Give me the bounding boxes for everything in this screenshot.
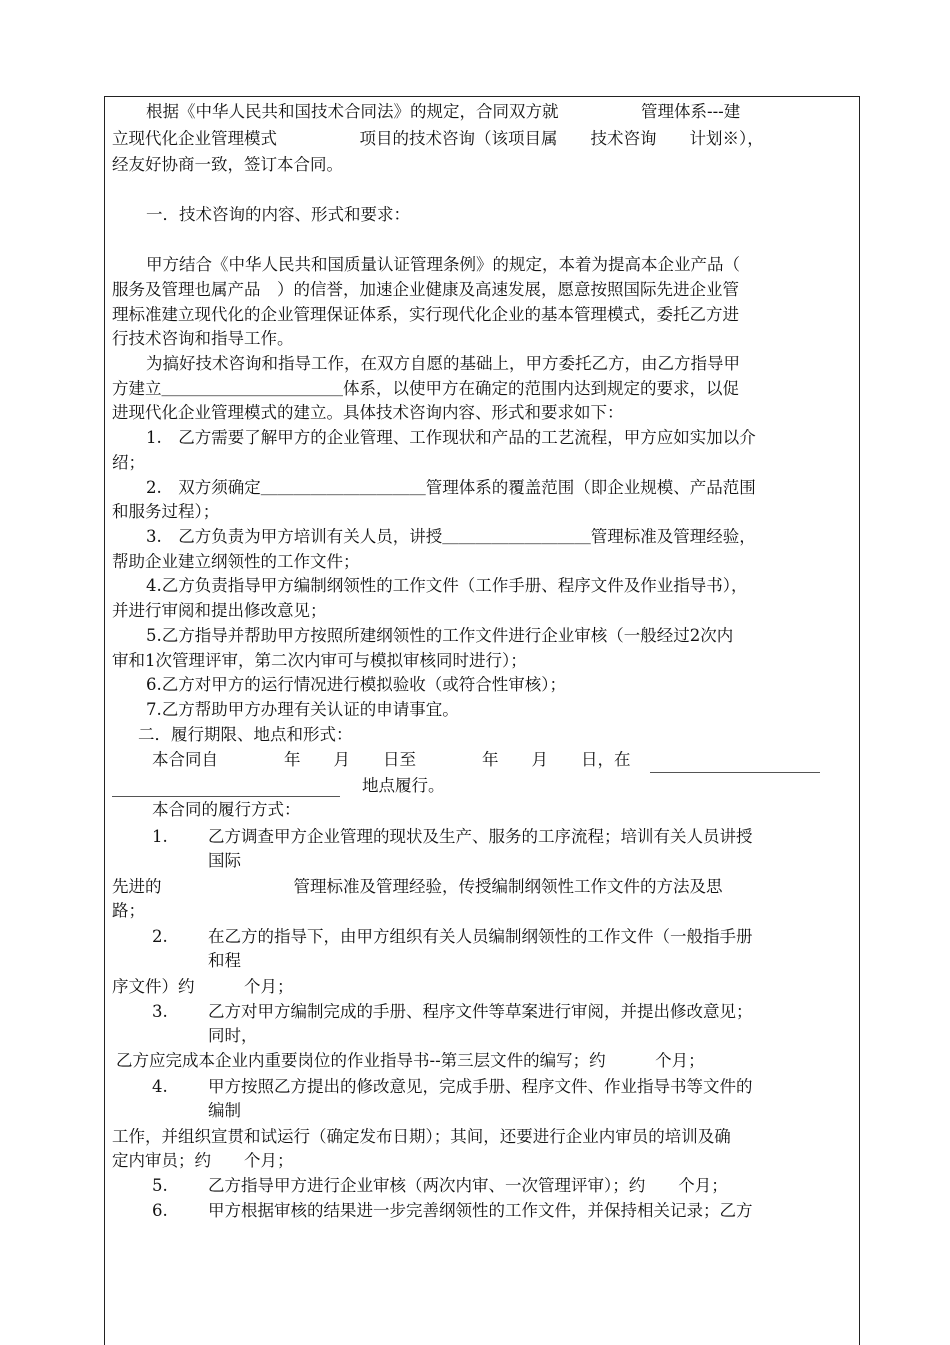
list-item: 6.乙方对甲方的运行情况进行模拟验收（或符合性审核）； bbox=[146, 675, 566, 694]
list-item: 5.乙方指导并帮助甲方按照所建纲领性的工作文件进行企业审核（一般经过2次内 bbox=[146, 626, 734, 645]
list-item: 并进行审阅和提出修改意见； bbox=[112, 601, 327, 620]
para-2-line-3: 进现代化企业管理模式的建立。具体技术咨询内容、形式和要求如下： bbox=[112, 403, 624, 422]
list-item: 7.乙方帮助甲方办理有关认证的申请事宜。 bbox=[146, 700, 459, 719]
mode-number: 6. bbox=[152, 1201, 168, 1220]
para-1-line-3: 理标准建立现代化的企业管理保证体系，实行现代化企业的基本管理模式，委托乙方进 bbox=[112, 305, 739, 324]
list-item: 1. 乙方需要了解甲方的企业管理、工作现状和产品的工艺流程，甲方应如实加以介 bbox=[146, 428, 756, 447]
para-1-line-1: 甲方结合《中华人民共和国质量认证管理条例》的规定，本着为提高本企业产品（ bbox=[146, 255, 740, 274]
mode-text: 在乙方的指导下，由甲方组织有关人员编制纲领性的工作文件（一般指手册 bbox=[208, 927, 753, 946]
list-item: 3. 乙方负责为甲方培训有关人员，讲授＿＿＿＿＿＿＿＿＿管理标准及管理经验， bbox=[146, 527, 756, 546]
para-2-line-1: 为搞好技术咨询和指导工作，在双方自愿的基础上，甲方委托乙方，由乙方指导甲 bbox=[146, 354, 740, 373]
list-item: 绍； bbox=[112, 453, 145, 472]
mode-text: 和程 bbox=[208, 951, 241, 970]
mode-text: 甲方根据审核的结果进一步完善纲领性的工作文件，并保持相关记录；乙方 bbox=[208, 1201, 753, 1220]
list-item: 和服务过程）； bbox=[112, 502, 220, 521]
mode-text: 序文件）约 个月； bbox=[112, 977, 294, 996]
list-item: 4.乙方负责指导甲方编制纲领性的工作文件（工作手册、程序文件及作业指导书）， bbox=[146, 576, 748, 595]
mode-number: 4. bbox=[152, 1077, 168, 1096]
mode-text: 乙方对甲方编制完成的手册、程序文件等草案进行审阅，并提出修改意见； bbox=[208, 1002, 753, 1021]
mode-text: 甲方按照乙方提出的修改意见，完成手册、程序文件、作业指导书等文件的 bbox=[208, 1077, 753, 1096]
mode-text: 编制 bbox=[208, 1101, 241, 1120]
para-1-line-2: 服务及管理也属产品 ）的信誉，加速企业健康及高速发展，愿意按照国际先进企业管 bbox=[112, 280, 739, 299]
place-blank-2 bbox=[112, 775, 340, 797]
place-suffix: 地点履行。 bbox=[362, 776, 445, 795]
list-item: 帮助企业建立纲领性的工作文件； bbox=[112, 552, 360, 571]
intro-line-3: 经友好协商一致，签订本合同。 bbox=[112, 155, 343, 174]
intro-line-2: 立现代化企业管理模式 项目的技术咨询（该项目属 技术咨询 计划※）， bbox=[112, 129, 764, 148]
mode-text: 定内审员；约 个月； bbox=[112, 1151, 294, 1170]
mode-text: 乙方指导甲方进行企业审核（两次内审、一次管理评审）；约 个月； bbox=[208, 1176, 728, 1195]
mode-number: 1. bbox=[152, 827, 168, 846]
mode-text: 工作，并组织宣贯和试运行（确定发布日期）；其间，还要进行企业内审员的培训及确 bbox=[112, 1127, 731, 1146]
mode-text: 乙方应完成本企业内重要岗位的作业指导书--第三层文件的编写；约 个月； bbox=[116, 1051, 705, 1070]
mode-heading: 本合同的履行方式： bbox=[152, 800, 301, 819]
mode-number: 5. bbox=[152, 1176, 168, 1195]
performance-period: 本合同自 年 月 日至 年 月 日，在 bbox=[152, 750, 631, 769]
mode-text: 乙方调查甲方企业管理的现状及生产、服务的工序流程；培训有关人员讲授 bbox=[208, 827, 753, 846]
intro-line-1: 根据《中华人民共和国技术合同法》的规定，合同双方就 管理体系---建 bbox=[146, 102, 741, 121]
section-1-heading: 一．技术咨询的内容、形式和要求： bbox=[146, 205, 410, 224]
para-1-line-4: 行技术咨询和指导工作。 bbox=[112, 329, 294, 348]
mode-text: 先进的 管理标准及管理经验，传授编制纲领性工作文件的方法及思 bbox=[112, 877, 723, 896]
mode-number: 2. bbox=[152, 927, 168, 946]
para-2-line-2: 方建立＿＿＿＿＿＿＿＿＿＿＿体系，以使甲方在确定的范围内达到规定的要求，以促 bbox=[112, 379, 739, 398]
place-blank bbox=[650, 751, 820, 773]
mode-text: 路； bbox=[112, 901, 145, 920]
list-item: 审和1次管理评审，第二次内审可与模拟审核同时进行）； bbox=[112, 651, 527, 670]
mode-text: 同时， bbox=[208, 1026, 258, 1045]
section-2-heading: 二．履行期限、地点和形式： bbox=[138, 725, 353, 744]
list-item: 2. 双方须确定＿＿＿＿＿＿＿＿＿＿管理体系的覆盖范围（即企业规模、产品范围 bbox=[146, 478, 756, 497]
mode-text: 国际 bbox=[208, 851, 241, 870]
mode-number: 3. bbox=[152, 1002, 168, 1021]
